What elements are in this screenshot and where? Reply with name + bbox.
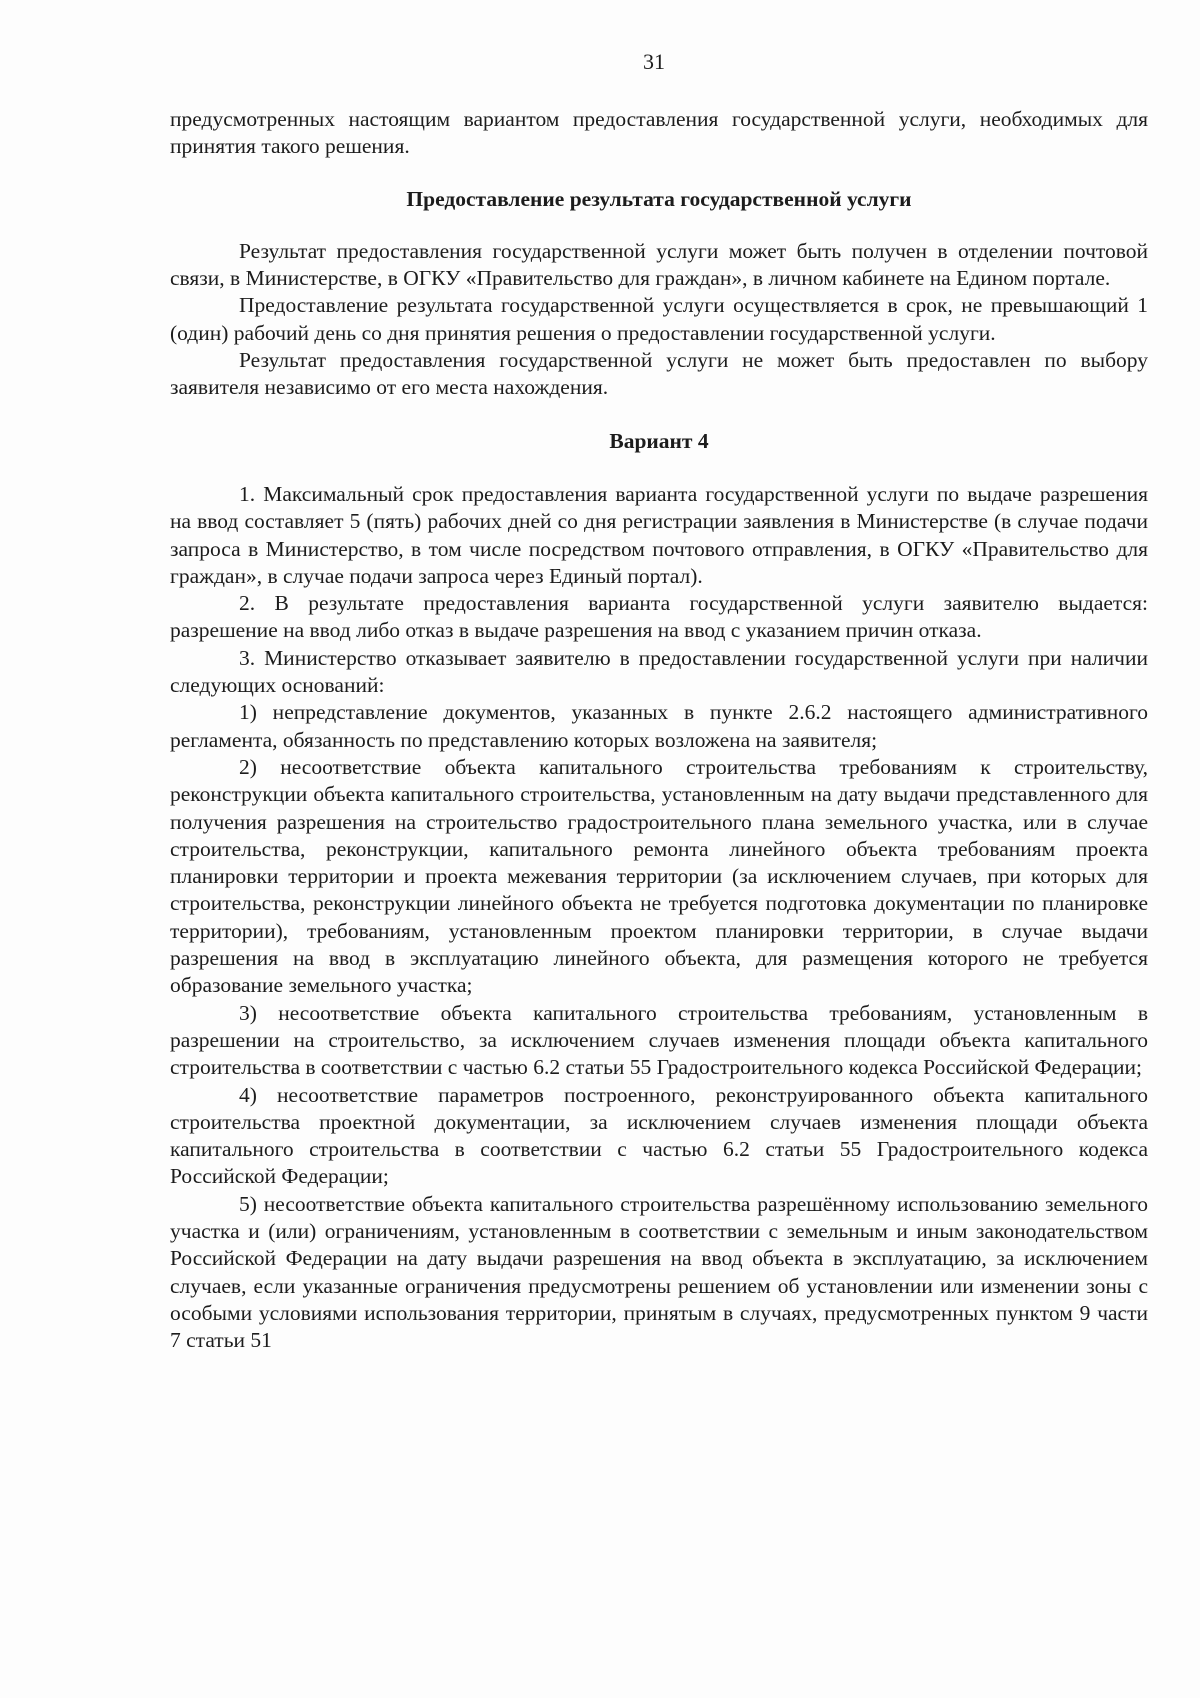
paragraph: 2. В результате предоставления варианта государственной услуги заявителю выдается: разрешение на ввод либо отказ в выдаче разрешения на ввод с указанием причин отказа.	[170, 591, 1148, 643]
intro-paragraph: предусмотренных настоящим вариантом предоставления государственной услуги, необходимых для принятия такого решения.	[170, 107, 1148, 159]
section-heading-result: Предоставление результата государственной услуги	[406, 186, 912, 211]
list-item: 2) несоответствие объекта капитального строительства требованиям к строительству, реконструкции объекта капитального строительства, установленным на дату выдачи представленного для получения разрешения на строительство градостроительного плана земельного участка, или в случае строительства, реконструкции, капитального ремонта линейного объекта требованиям проекта планировки территории и проекта межевания территории (за исключением случаев, при которых для строительства, реконструкции линейного объекта не требуется подготовка документации по планировке территории), требованиям, установленным проектом планировки территории, в случае выдачи разрешения на ввод в эксплуатацию линейного объекта, для размещения которого не требуется образование земельного участка;	[170, 754, 1148, 998]
page-number: 31	[643, 49, 665, 74]
list-item: 3) несоответствие объекта капитального строительства требованиям, установленным в разрешении на строительство, за исключением случаев изменения площади объекта капитального строительства в соответствии с частью 6.2 статьи 55 Градостроительного кодекса Российской Федерации;	[170, 1000, 1148, 1080]
paragraph: 3. Министерство отказывает заявителю в предоставлении государственной услуги при наличии следующих оснований:	[170, 645, 1148, 698]
list-item: 4) несоответствие параметров построенного, реконструированного объекта капитального строительства проектной документации, за исключением случаев изменения площади объекта капитального строительства в соответствии с частью 6.2 статьи 55 Градостроительного кодекса Российской Федерации;	[170, 1082, 1148, 1189]
document-body	[170, 106, 1148, 1354]
list-item: 1) непредставление документов, указанных в пункте 2.6.2 настоящего административного регламента, обязанность по представлению которых возложена на заявителя;	[170, 700, 1148, 752]
paragraph: Предоставление результата государственной услуги осуществляется в срок, не превышающий 1 (один) рабочий день со дня принятия решения о предоставлении государственной услуги.	[170, 293, 1148, 345]
section-heading-variant-4: Вариант 4	[609, 428, 709, 453]
paragraph: Результат предоставления государственной услуги не может быть предоставлен по выбору заявителя независимо от его места нахождения.	[170, 348, 1148, 400]
paragraph: Результат предоставления государственной услуги может быть получен в отделении почтовой связи, в Министерстве, в ОГКУ «Правительство для граждан», в личном кабинете на Едином портале.	[170, 238, 1148, 291]
list-item: 5) несоответствие объекта капитального строительства разрешённому использованию земельного участка и (или) ограничениям, установленным в соответствии с земельным и иным законодательством Российской Федерации на дату выдачи разрешения на ввод объекта в эксплуатацию, за исключением случаев, если указанные ограничения предусмотрены решением об установлении или изменении зоны с особыми условиями использования территории, принятым в случаях, предусмотренных пунктом 9 части 7 статьи 51	[170, 1191, 1148, 1353]
paragraph: 1. Максимальный срок предоставления варианта государственной услуги по выдаче разрешения на ввод составляет 5 (пять) рабочих дней со дня регистрации заявления в Министерстве (в случае подачи запроса в Министерство, в том числе посредством почтового отправления, в ОГКУ «Правительство для граждан», в случае подачи запроса через Единый портал).	[170, 481, 1148, 588]
